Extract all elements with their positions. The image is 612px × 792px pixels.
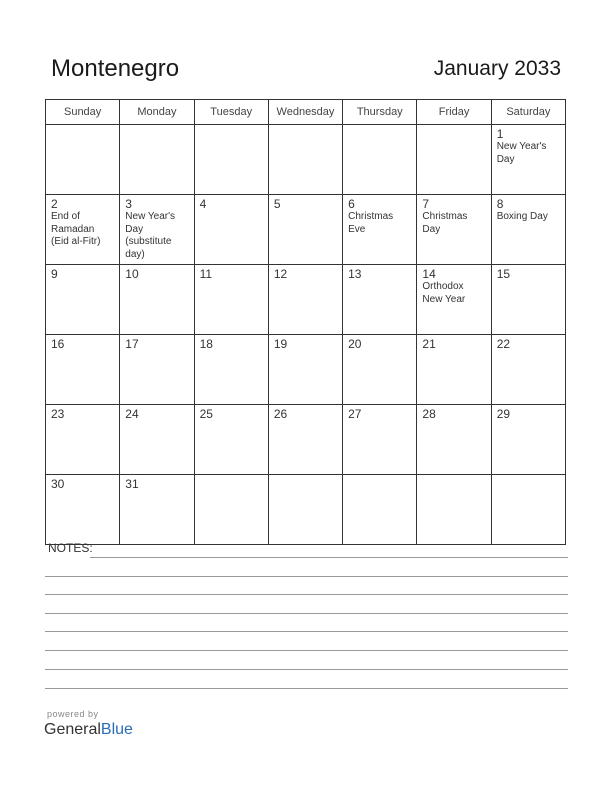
day-number: 4 [199,197,207,211]
calendar-day-cell [491,125,565,195]
holiday-label: Boxing Day [496,211,548,222]
calendar-day-cell [491,475,565,545]
calendar-week-row [46,265,566,335]
calendar-day-cell [417,125,491,195]
notes-line [90,557,568,558]
calendar-day-cell [343,265,417,335]
day-number: 20 [348,337,362,351]
day-number: 7 [422,197,430,211]
day-number: 6 [348,197,355,211]
day-number: 24 [125,407,139,421]
brand-logo [44,721,133,739]
calendar-day-cell [194,405,268,475]
day-number: 30 [51,477,65,491]
calendar-day-cell [120,195,194,265]
calendar-day-cell [417,405,491,475]
calendar-day-cell [194,265,268,335]
powered-by-text: powered by [47,709,99,719]
calendar-month-title: January 2033 [433,57,561,80]
day-number: 2 [51,197,58,211]
notes-line [45,688,568,689]
calendar-grid [45,99,566,545]
calendar-day-cell [343,125,417,195]
calendar-day-cell [343,335,417,405]
calendar-country-title: Montenegro [51,55,180,82]
weekday-header: Tuesday [194,100,268,125]
calendar-day-cell [268,195,342,265]
day-number: 25 [199,407,213,421]
day-number: 23 [51,407,65,421]
holiday-label: End of Ramadan (Eid al-Fitr) [51,211,101,247]
notes-label: NOTES: [48,541,93,555]
day-number: 28 [422,407,436,421]
holiday-label: New Year's Day [496,141,547,165]
calendar-day-cell [46,265,120,335]
calendar-day-cell [343,195,417,265]
weekday-header-row [46,100,566,125]
notes-line [45,669,568,670]
day-number: 21 [422,337,436,351]
calendar-day-cell [46,475,120,545]
calendar-day-cell [417,265,491,335]
calendar-day-cell [120,265,194,335]
day-number: 13 [348,267,362,281]
notes-line [45,613,568,614]
day-number: 22 [496,337,511,351]
notes-line [45,576,568,577]
day-number: 26 [273,407,288,421]
day-number: 18 [199,337,213,351]
calendar-day-cell [491,195,565,265]
holiday-label: Orthodox New Year [422,281,466,305]
day-number: 3 [125,197,132,211]
day-number: 1 [496,127,504,141]
calendar-day-cell [120,405,194,475]
day-number: 9 [51,267,58,281]
holiday-label: Christmas Day [422,211,468,235]
holiday-label: Christmas Eve [348,211,394,235]
day-number: 10 [125,267,139,281]
calendar-day-cell [120,125,194,195]
notes-line [45,631,568,632]
day-number: 11 [199,267,213,281]
calendar-day-cell [46,335,120,405]
day-number: 15 [496,267,511,281]
weekday-header: Friday [417,100,491,125]
holiday-label: New Year's Day (substitute day) [125,211,175,260]
calendar-week-row [46,475,566,545]
calendar-day-cell [417,475,491,545]
day-number: 12 [273,267,288,281]
calendar-day-cell [268,335,342,405]
day-number: 17 [125,337,139,351]
day-number: 27 [348,407,362,421]
day-number: 19 [273,337,288,351]
calendar-day-cell [417,335,491,405]
day-number: 31 [125,477,139,491]
notes-line [45,650,568,651]
calendar-day-cell [343,475,417,545]
day-number: 5 [273,197,281,211]
weekday-header: Saturday [491,100,565,125]
calendar-day-cell [491,265,565,335]
weekday-header: Thursday [343,100,417,125]
calendar-day-cell [194,335,268,405]
calendar-week-row [46,405,566,475]
calendar-day-cell [417,195,491,265]
day-number: 16 [51,337,65,351]
day-number: 29 [496,407,511,421]
calendar-day-cell [120,475,194,545]
calendar-day-cell [491,335,565,405]
calendar-week-row [46,125,566,195]
weekday-header: Sunday [46,100,120,125]
notes-line [45,594,568,595]
calendar-day-cell [268,265,342,335]
calendar-day-cell [268,475,342,545]
brand-logo-part1: General [44,721,101,738]
day-number: 8 [496,197,504,211]
calendar-day-cell [194,125,268,195]
calendar-day-cell [194,195,268,265]
calendar-day-cell [120,335,194,405]
calendar-day-cell [268,405,342,475]
calendar-day-cell [46,195,120,265]
calendar-day-cell [343,405,417,475]
calendar-week-row [46,335,566,405]
calendar-day-cell [46,125,120,195]
calendar-day-cell [194,475,268,545]
calendar-day-cell [491,405,565,475]
calendar-day-cell [268,125,342,195]
brand-logo-part2: Blue [100,721,133,738]
calendar-day-cell [46,405,120,475]
calendar-week-row [46,195,566,265]
day-number: 14 [422,267,436,281]
weekday-header: Monday [120,100,194,125]
weekday-header: Wednesday [268,100,342,125]
